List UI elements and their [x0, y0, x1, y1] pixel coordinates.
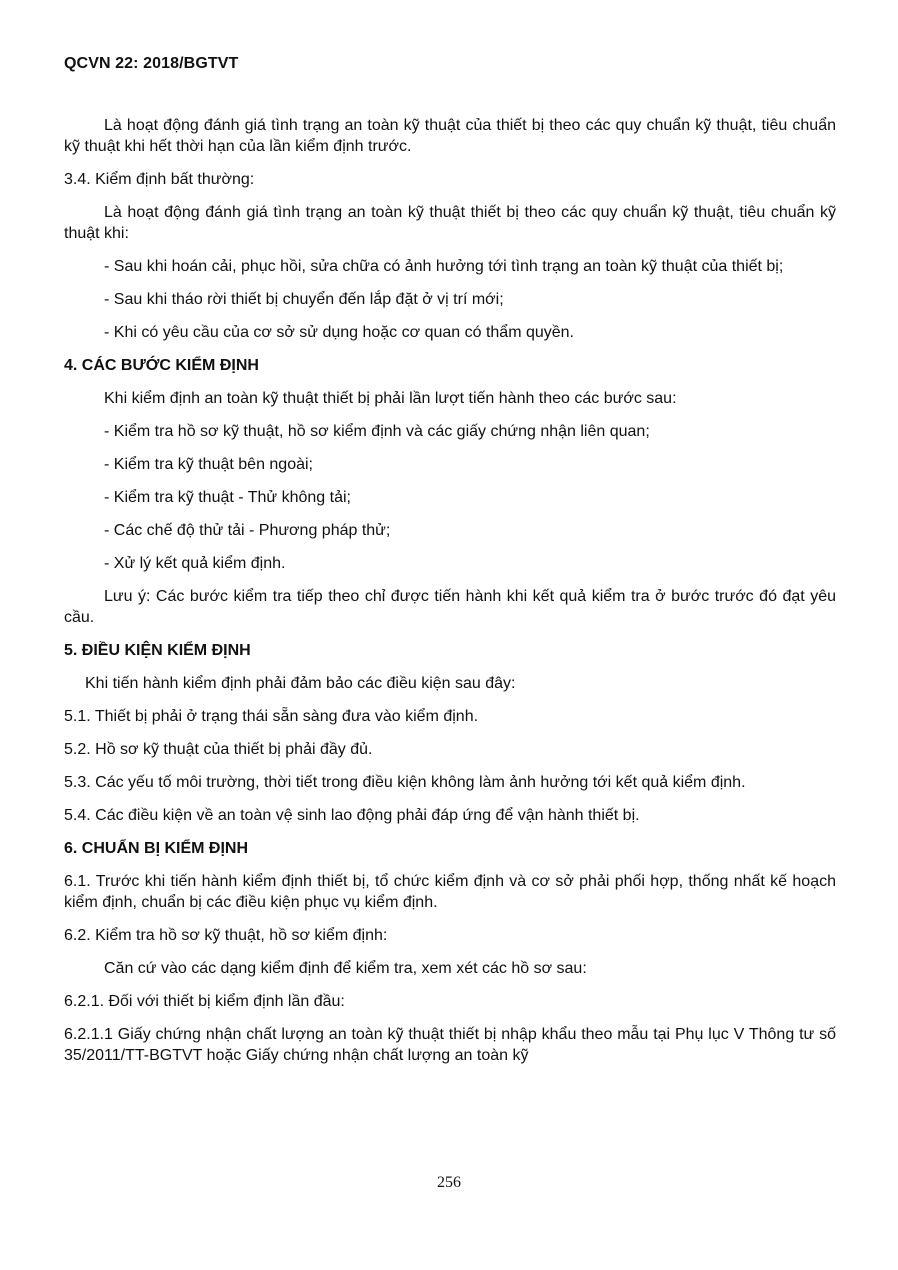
clause-5-3: 5.3. Các yếu tố môi trường, thời tiết trong điều kiện không làm ảnh hưởng tới kết quả kiểm định.: [64, 774, 746, 791]
paragraph: Khi kiểm định an toàn kỹ thuật thiết bị phải lần lượt tiến hành theo các bước sau:: [104, 390, 677, 407]
clause-6-2: 6.2. Kiểm tra hồ sơ kỹ thuật, hồ sơ kiểm định:: [64, 927, 388, 944]
document-body: [64, 115, 836, 1078]
section-3-4-title: 3.4. Kiểm định bất thường:: [64, 171, 255, 188]
paragraph: Khi tiến hành kiểm định phải đảm bảo các điều kiện sau đây:: [85, 675, 516, 692]
section-4-heading: 4. CÁC BƯỚC KIỂM ĐỊNH: [64, 357, 259, 374]
list-item: - Kiểm tra kỹ thuật - Thử không tải;: [104, 489, 351, 506]
note-paragraph: Lưu ý: Các bước kiểm tra tiếp theo chỉ được tiến hành khi kết quả kiểm tra ở bước trước đó đạt yêu cầu.: [64, 588, 836, 626]
list-item: - Kiểm tra kỹ thuật bên ngoài;: [104, 456, 313, 473]
paragraph: Là hoạt động đánh giá tình trạng an toàn kỹ thuật của thiết bị theo các quy chuẩn kỹ thuật, tiêu chuẩn kỹ thuật khi hết thời hạn của lần kiểm định trước.: [64, 117, 836, 155]
list-item: - Sau khi hoán cải, phục hồi, sửa chữa có ảnh hưởng tới tình trạng an toàn kỹ thuật của thiết bị;: [104, 258, 784, 275]
clause-6-1: 6.1. Trước khi tiến hành kiểm định thiết bị, tổ chức kiểm định và cơ sở phải phối hợp, thống nhất kế hoạch kiểm định, chuẩn bị các điều kiện phục vụ kiểm định.: [64, 873, 836, 911]
list-item: - Sau khi tháo rời thiết bị chuyển đến lắp đặt ở vị trí mới;: [104, 291, 504, 308]
section-6-heading: 6. CHUẨN BỊ KIỂM ĐỊNH: [64, 840, 249, 857]
clause-5-1: 5.1. Thiết bị phải ở trạng thái sẵn sàng đưa vào kiểm định.: [64, 708, 479, 725]
document-code-header: QCVN 22: 2018/BGTVT: [64, 55, 239, 72]
list-item: - Kiểm tra hồ sơ kỹ thuật, hồ sơ kiểm định và các giấy chứng nhận liên quan;: [104, 423, 650, 440]
paragraph: Là hoạt động đánh giá tình trạng an toàn kỹ thuật thiết bị theo các quy chuẩn kỹ thuật, tiêu chuẩn kỹ thuật khi:: [64, 204, 836, 242]
clause-6-2-1-1: 6.2.1.1 Giấy chứng nhận chất lượng an toàn kỹ thuật thiết bị nhập khẩu theo mẫu tại Phụ lục V Thông tư số 35/2011/TT-BGTVT hoặc Giấy chứng nhận chất lượng an toàn kỹ: [64, 1026, 836, 1064]
section-5-heading: 5. ĐIỀU KIỆN KIỂM ĐỊNH: [64, 642, 251, 659]
clause-5-2: 5.2. Hồ sơ kỹ thuật của thiết bị phải đầy đủ.: [64, 741, 373, 758]
list-item: - Các chế độ thử tải - Phương pháp thử;: [104, 522, 391, 539]
paragraph: Căn cứ vào các dạng kiểm định để kiểm tra, xem xét các hồ sơ sau:: [104, 960, 587, 977]
list-item: - Xử lý kết quả kiểm định.: [104, 555, 286, 572]
clause-6-2-1: 6.2.1. Đối với thiết bị kiểm định lần đầu:: [64, 993, 345, 1010]
page-number: 256: [437, 1174, 461, 1191]
clause-5-4: 5.4. Các điều kiện về an toàn vệ sinh lao động phải đáp ứng để vận hành thiết bị.: [64, 807, 640, 824]
list-item: - Khi có yêu cầu của cơ sở sử dụng hoặc cơ quan có thẩm quyền.: [104, 324, 574, 341]
